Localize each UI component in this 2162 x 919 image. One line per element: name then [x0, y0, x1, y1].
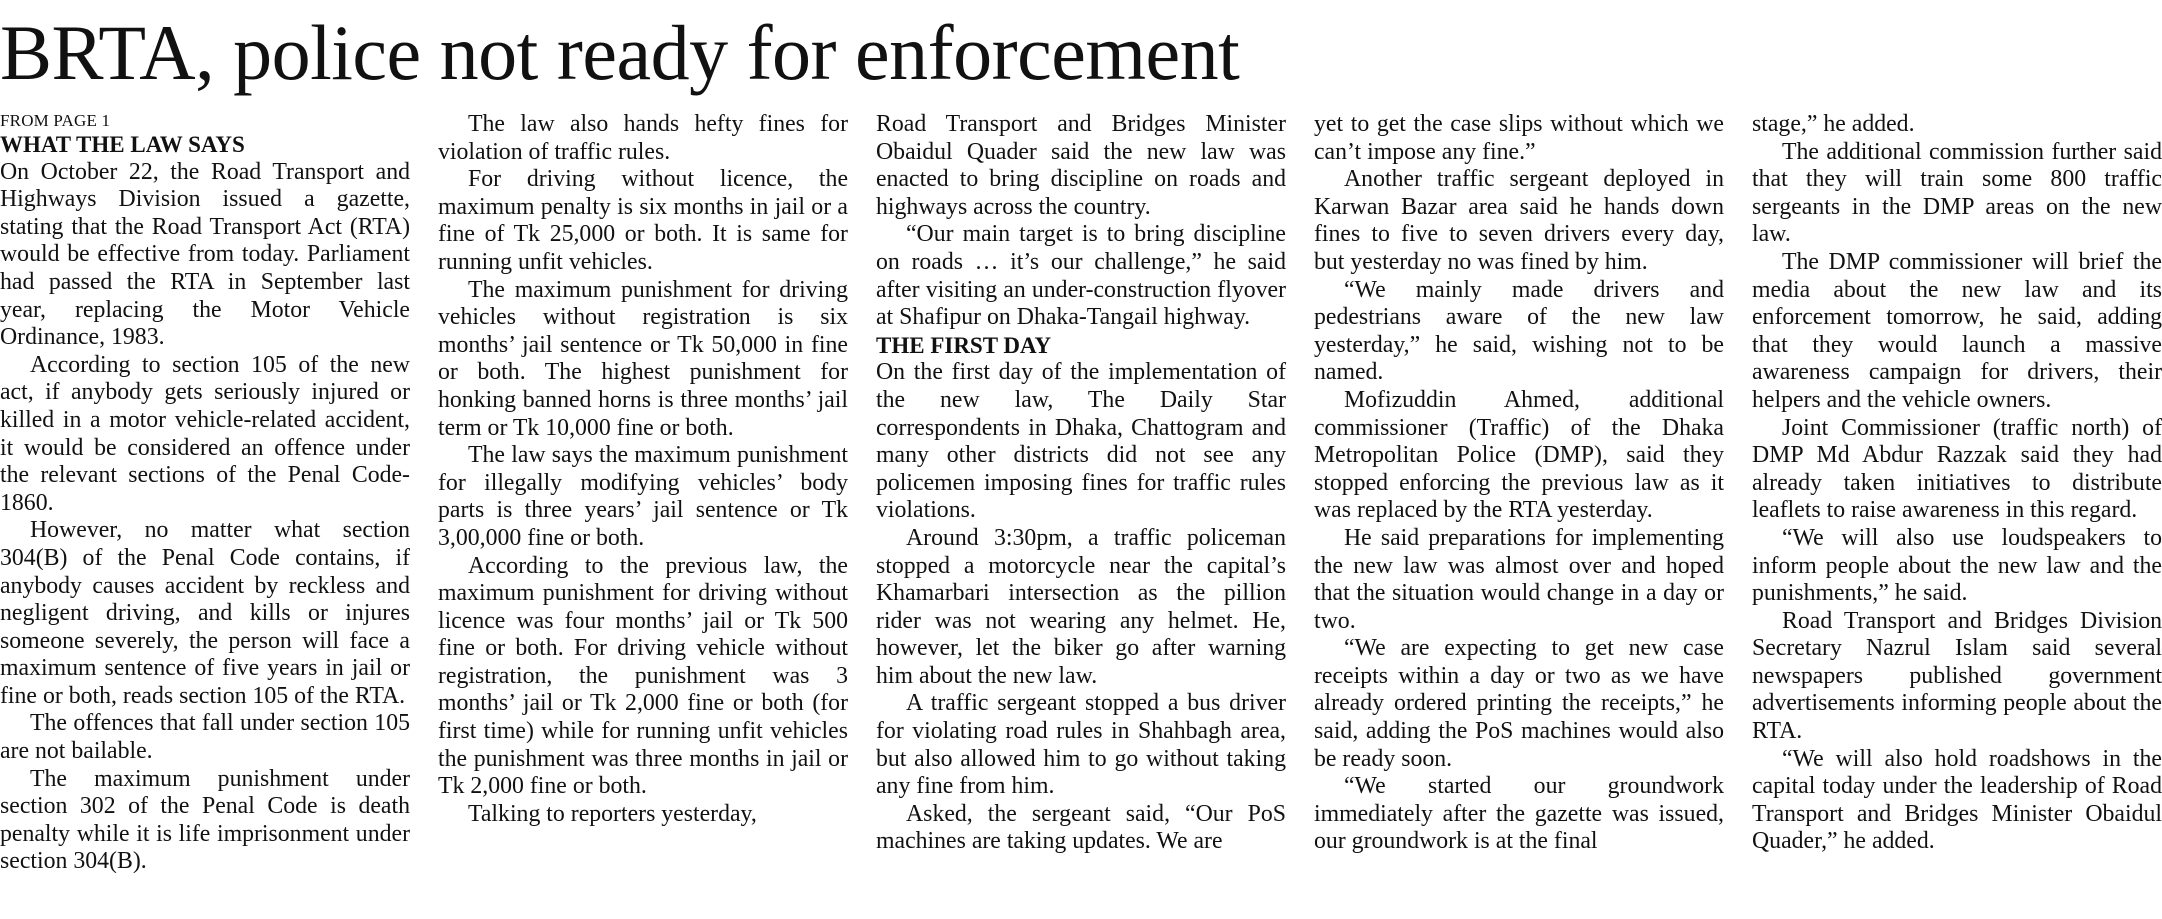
continued-from-label: FROM PAGE 1: [0, 111, 111, 130]
article-paragraph: The additional commission further said that they will train some 800 traffic sergeants in the DMP areas on the new law.: [1752, 138, 2162, 248]
article-paragraph: stage,” he added.: [1752, 111, 1915, 137]
article-paragraph: yet to get the case slips without which we can’t impose any fine.”: [1314, 111, 1724, 165]
article-column-3: [876, 111, 1286, 917]
article-paragraph: The offences that fall under section 105 are not bailable.: [0, 710, 410, 765]
article-paragraph: “We will also hold roadshows in the capital today under the leadership of Road Transport and Bridges Minister Obaidul Quader,” he added.: [1752, 745, 2162, 855]
article-paragraph: Another traffic sergeant deployed in Karwan Bazar area said he hands down fines to five to seven drivers every day, but yesterday no was fined by him.: [1314, 166, 1724, 275]
article-paragraph: The maximum punishment for driving vehicles without registration is six months’ jail sentence or Tk 50,000 in fine or both. The highest punishment for honking banned horns is three months’ jail term or Tk 10,000 fine or both.: [438, 276, 848, 441]
article-paragraph: Joint Commissioner (traffic north) of DMP Md Abdur Razzak said they had already taken initiatives to distribute leaflets to raise awareness in this regard.: [1752, 414, 2162, 524]
article-paragraph: According to the previous law, the maximum punishment for driving without licence was four months’ jail or Tk 500 fine or both. For driving vehicle without registration, the punishment was 3 months’ jail or Tk 2,000 fine or both (for first time) while for running unfit vehicles the punishment was three months in jail or Tk 2,000 fine or both.: [438, 552, 848, 800]
article-body: [0, 111, 2162, 919]
article-paragraph: Asked, the sergeant said, “Our PoS machines are taking updates. We are: [876, 800, 1286, 855]
article-paragraph: Road Transport and Bridges Minister Obaidul Quader said the new law was enacted to bring discipline on roads and highways across the country.: [876, 111, 1286, 220]
article-paragraph: “Our main target is to bring discipline on roads … it’s our challenge,” he said after visiting an under-construction flyover at Shafipur on Dhaka-Tangail highway.: [876, 221, 1286, 331]
article-paragraph: The DMP commissioner will brief the media about the new law and its enforcement tomorrow, he said, adding that they would launch a massive awareness campaign for drivers, their helpers and the vehicle owners.: [1752, 248, 2162, 413]
article-paragraph: “We started our groundwork immediately after the gazette was issued, our groundwork is at the final: [1314, 773, 1724, 855]
article-paragraph: “We are expecting to get new case receipts within a day or two as we have already ordered printing the receipts,” he said, adding the PoS machines would also be ready soon.: [1314, 635, 1724, 772]
article-paragraph: Around 3:30pm, a traffic policeman stopped a motorcycle near the capital’s Khamarbari intersection as the pillion rider was not wearing any helmet. He, however, let the biker go after warning him about the new law.: [876, 524, 1286, 689]
article-column-2: [438, 111, 848, 917]
section-subheading: THE FIRST DAY: [876, 332, 1052, 358]
article-paragraph: According to section 105 of the new act, if anybody gets seriously injured or killed in a motor vehicle-related accident, it would be considered an offence under the relevant sections of the Penal Code-1860.: [0, 351, 410, 516]
article-paragraph: On October 22, the Road Transport and Highways Division issued a gazette, stating that the Road Transport Act (RTA) would be effective from today. Parliament had passed the RTA in September last year, replacing the Motor Vehicle Ordinance, 1983.: [0, 158, 410, 351]
article-paragraph: A traffic sergeant stopped a bus driver for violating road rules in Shahbagh area, but also allowed him to go without taking any fine from him.: [876, 690, 1286, 800]
article-paragraph: The maximum punishment under section 302 of the Penal Code is death penalty while it is life imprisonment under section 304(B).: [0, 765, 410, 875]
article-paragraph: However, no matter what section 304(B) of the Penal Code contains, if anybody causes accident by reckless and negligent driving, and kills or injures someone severely, the person will face a maximum sentence of five years in jail or fine or both, reads section 105 of the RTA.: [0, 517, 410, 709]
article-headline: BRTA, police not ready for enforcement: [0, 9, 1240, 96]
article-paragraph: The law also hands hefty fines for violation of traffic rules.: [438, 111, 848, 165]
article-paragraph: “We mainly made drivers and pedestrians aware of the new law yesterday,” he said, wishing not to be named.: [1314, 276, 1724, 386]
article-paragraph: He said preparations for implementing the new law was almost over and hoped that the situation would change in a day or two.: [1314, 524, 1724, 634]
article-column-4: [1314, 111, 1724, 917]
article-paragraph: Talking to reporters yesterday,: [468, 800, 757, 827]
article-column-5: [1752, 111, 2162, 917]
article-paragraph: For driving without licence, the maximum penalty is six months in jail or a fine of Tk 25,000 or both. It is same for running unfit vehicles.: [438, 166, 848, 275]
article-paragraph: Mofizuddin Ahmed, additional commissioner (Traffic) of the Dhaka Metropolitan Police (DMP), said they stopped enforcing the previous law as it was replaced by the RTA yesterday.: [1314, 386, 1724, 524]
article-paragraph: Road Transport and Bridges Division Secretary Nazrul Islam said several newspapers published government advertisements informing people about the RTA.: [1752, 607, 2162, 745]
article-column-1: [0, 111, 410, 917]
article-paragraph: The law says the maximum punishment for illegally modifying vehicles’ body parts is three years’ jail sentence or Tk 3,00,000 fine or both.: [438, 442, 848, 551]
article-paragraph: On the first day of the implementation of the new law, The Daily Star correspondents in Dhaka, Chattogram and many other districts did not see any policemen imposing fines for traffic rules violations.: [876, 359, 1286, 524]
section-subheading: WHAT THE LAW SAYS: [0, 132, 245, 157]
article-paragraph: “We will also use loudspeakers to inform people about the new law and the punishments,” he said.: [1752, 524, 2162, 607]
